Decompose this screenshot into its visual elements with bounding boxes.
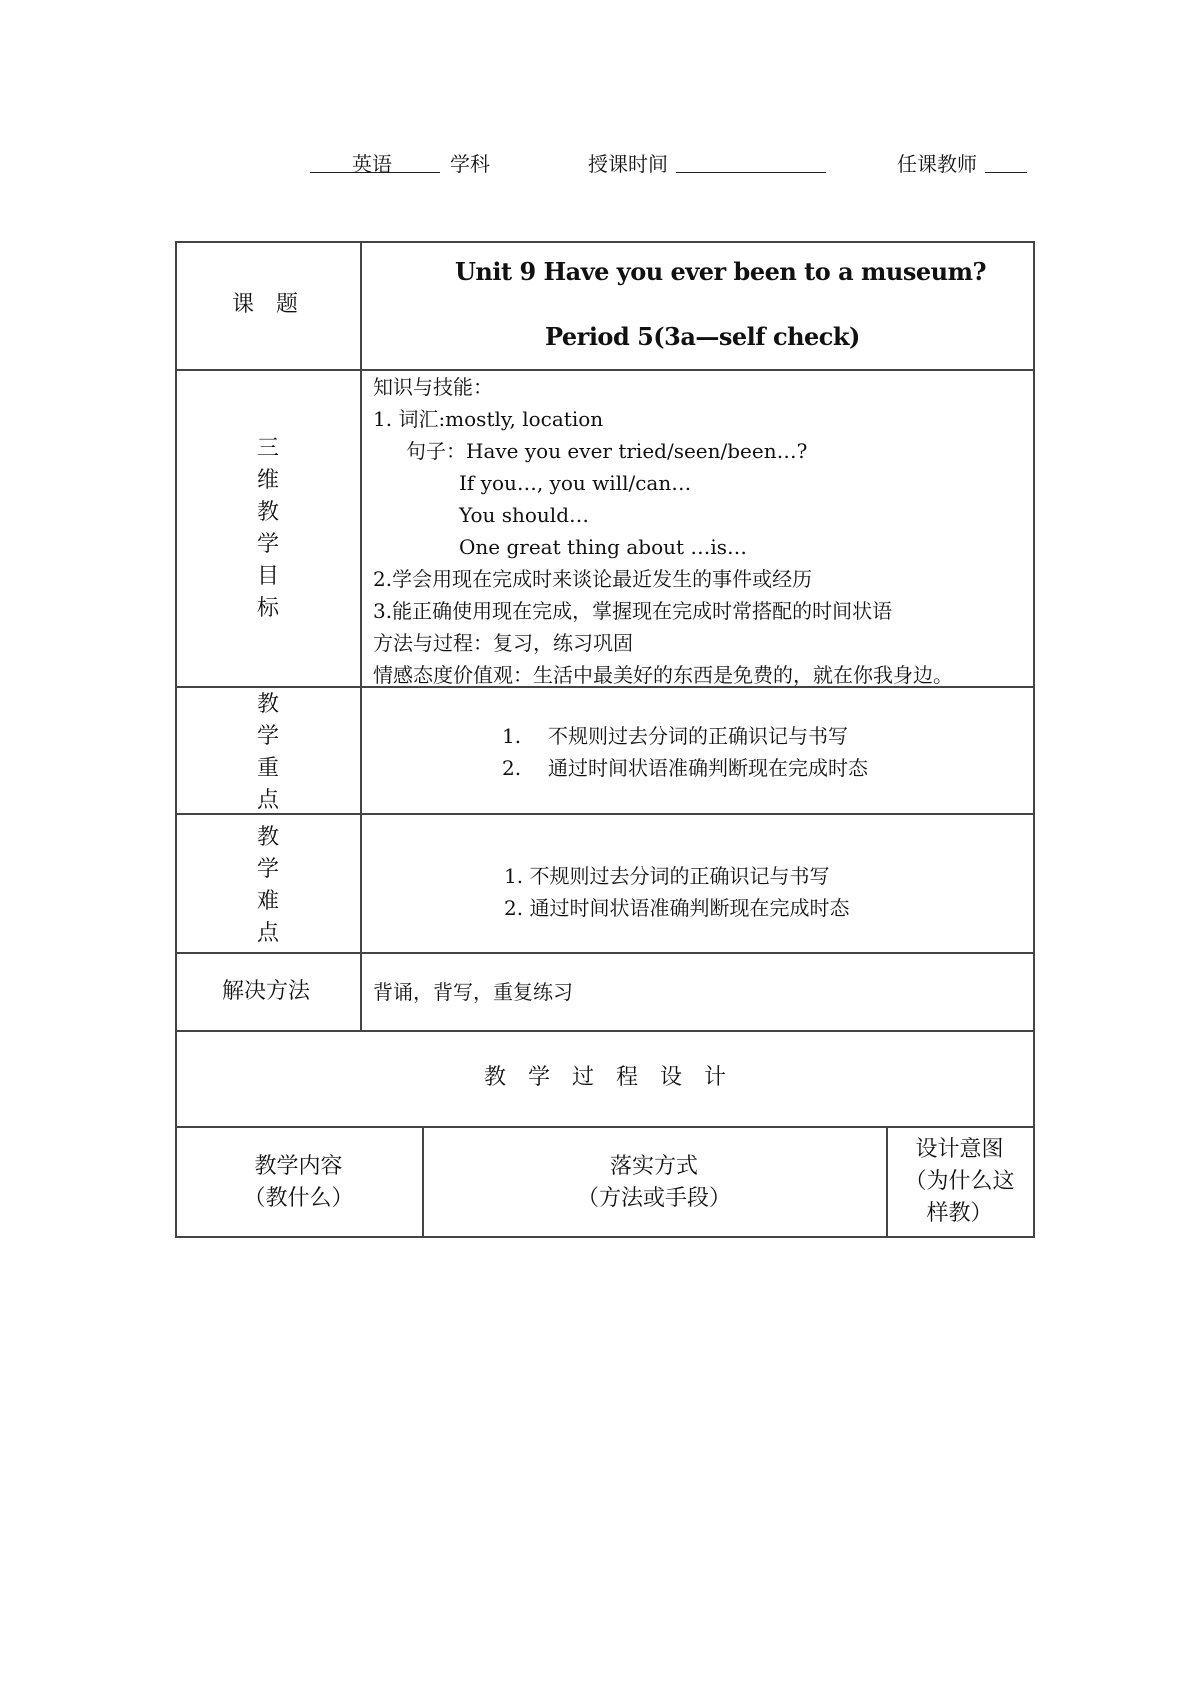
col-method-subheading: （方法或手段） — [576, 1186, 731, 1211]
objectives-label-char: 目 — [256, 564, 279, 589]
row-divider — [175, 1030, 1035, 1032]
difficulties-label-char: 点 — [256, 921, 279, 946]
column-divider — [360, 241, 362, 1031]
teacher-label: 任课教师 — [897, 152, 977, 176]
key-points-label-char: 点 — [256, 788, 279, 813]
objectives-line: 知识与技能： — [373, 375, 493, 399]
row-divider — [175, 369, 1035, 371]
objectives-line: 1. 词汇:mostly, location — [373, 407, 604, 431]
difficulties-label-char: 教 — [256, 825, 279, 850]
difficulty-item: 2. 通过时间状语准确判断现在完成时态 — [504, 896, 850, 920]
document-header — [310, 148, 1030, 180]
objectives-line: 2.学会用现在完成时来谈论最近发生的事件或经历 — [373, 567, 813, 591]
row-divider — [175, 1126, 1035, 1128]
objectives-line: 情感态度价值观：生活中最美好的东西是免费的，就在你我身边。 — [373, 663, 953, 687]
key-point-number: 2. — [502, 756, 522, 780]
process-title: 教 学 过 程 设 计 — [483, 1065, 726, 1090]
objectives-line: 方法与过程：复习，练习巩固 — [373, 631, 633, 655]
row-divider — [175, 813, 1035, 815]
lesson-title: Unit 9 Have you ever been to a museum? — [455, 257, 987, 286]
objectives-line: 句子：Have you ever tried/seen/been…? — [406, 439, 808, 463]
objectives-line: You should… — [459, 503, 590, 527]
col-purpose-subheading-cont: 样教） — [926, 1201, 993, 1226]
teacher-blank — [985, 148, 1027, 180]
objectives-label-char: 标 — [256, 596, 279, 621]
objectives-label-char: 维 — [256, 468, 279, 493]
key-points-label-char: 重 — [256, 756, 279, 781]
col-content-subheading: （教什么） — [243, 1186, 354, 1211]
objectives-label-char: 教 — [256, 500, 279, 525]
subject-value: 英语 — [352, 152, 392, 176]
subject-label: 学科 — [450, 152, 490, 176]
key-points-label-char: 教 — [256, 692, 279, 717]
objectives-line: If you…, you will/can… — [459, 471, 692, 495]
lesson-period: Period 5(3a—self check) — [545, 322, 860, 351]
row-divider — [175, 952, 1035, 954]
key-point-text: 不规则过去分词的正确识记与书写 — [548, 724, 848, 748]
time-blank — [676, 148, 826, 180]
solution-label: 解决方法 — [222, 979, 311, 1004]
objectives-line: 3.能正确使用现在完成，掌握现在完成时常搭配的时间状语 — [373, 599, 893, 623]
time-label: 授课时间 — [588, 152, 668, 176]
difficulties-label-char: 难 — [256, 889, 279, 914]
difficulties-label-char: 学 — [256, 857, 279, 882]
key-points-label-char: 学 — [256, 724, 279, 749]
col-method-heading: 落实方式 — [609, 1154, 698, 1179]
col-purpose-subheading: （为什么这 — [904, 1169, 1015, 1194]
objectives-line: One great thing about …is… — [459, 535, 748, 559]
solution-text: 背诵，背写，重复练习 — [373, 980, 573, 1004]
key-point-number: 1. — [502, 724, 522, 748]
table-border-top — [175, 241, 1035, 243]
topic-label: 课 题 — [232, 292, 299, 317]
difficulty-item: 1. 不规则过去分词的正确识记与书写 — [504, 864, 830, 888]
objectives-label-char: 学 — [256, 532, 279, 557]
col-content-heading: 教学内容 — [254, 1154, 343, 1179]
key-point-text: 通过时间状语准确判断现在完成时态 — [548, 756, 868, 780]
col-purpose-heading: 设计意图 — [915, 1137, 1004, 1162]
objectives-label-char: 三 — [256, 436, 279, 461]
table-border-bottom — [175, 1236, 1035, 1238]
